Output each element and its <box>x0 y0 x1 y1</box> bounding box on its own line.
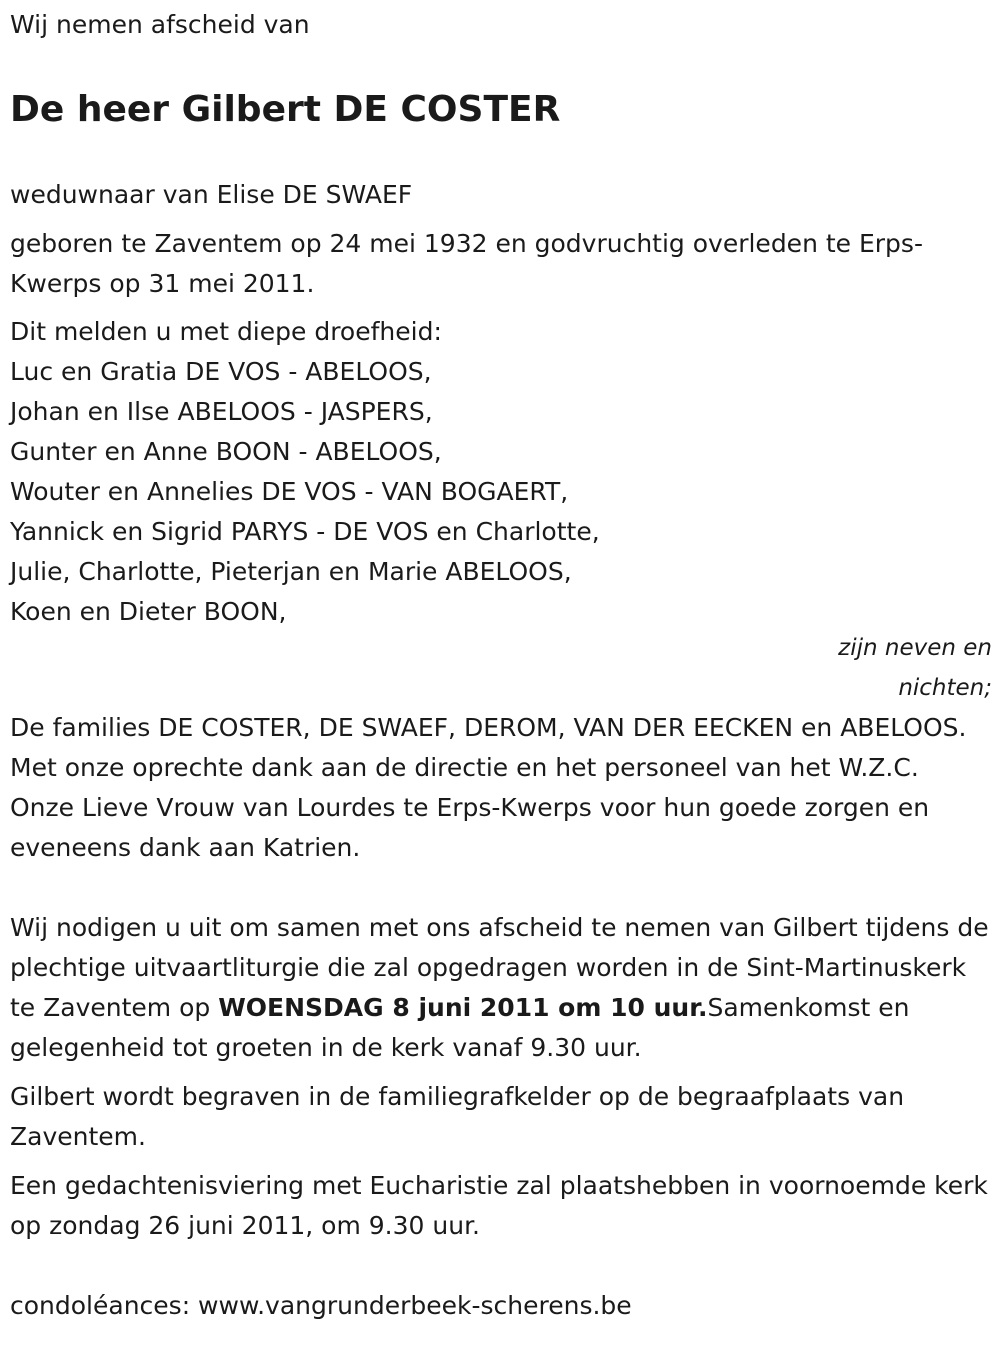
nephews-line-1: zijn neven en <box>838 635 992 661</box>
nephews-line-2: nichten; <box>898 675 992 701</box>
mourners-intro: Dit melden u met diepe droefheid: <box>10 317 442 346</box>
funeral-date: WOENSDAG 8 juni 2011 om 10 uur. <box>218 993 708 1022</box>
mourners-list <box>10 312 990 632</box>
deceased-name: De heer Gilbert DE COSTER <box>10 89 561 130</box>
widower-text: weduwnaar van Elise DE SWAEF <box>10 180 413 209</box>
mourner-line: Johan en Ilse ABELOOS - JASPERS, <box>10 397 433 426</box>
memorial-text: Een gedachtenisviering met Eucharistie zal plaatshebben in voornoemde kerk op zondag 26 juni 2011, om 9.30 uur. <box>10 1171 988 1240</box>
birth-death-text: geboren te Zaventem op 24 mei 1932 en godvruchtig overleden te Erps-Kwerps op 31 mei 2011. <box>10 229 923 298</box>
gathering-text: Samenkomst en gelegenheid tot groeten in de kerk vanaf 9.30 uur. <box>10 993 910 1062</box>
burial-text: Gilbert wordt begraven in de familiegrafkelder op de begraafplaats van Zaventem. <box>10 1082 905 1151</box>
invitation-main: Wij nodigen u uit om samen met ons afscheid te nemen van Gilbert tijdens de plechtige uitvaartliturgie die zal opgedragen worden in de Sint-Martinuskerk te Zaventem op <box>10 913 989 1022</box>
mourner-line: Gunter en Anne BOON - ABELOOS, <box>10 437 442 466</box>
invitation-text <box>10 908 990 1068</box>
intro-text: Wij nemen afscheid van <box>10 10 310 39</box>
mourner-line: Koen en Dieter BOON, <box>10 597 287 626</box>
mourner-line: Luc en Gratia DE VOS - ABELOOS, <box>10 357 432 386</box>
thanks-text: Met onze oprechte dank aan de directie en het personeel van het W.Z.C. Onze Lieve Vrouw van Lourdes te Erps-Kwerps voor hun goede zorgen en eveneens dank aan Katrien. <box>10 753 930 862</box>
mourner-line: Yannick en Sigrid PARYS - DE VOS en Charlotte, <box>10 517 600 546</box>
families-text: De families DE COSTER, DE SWAEF, DEROM, VAN DER EECKEN en ABELOOS. <box>10 713 967 742</box>
mourner-line: Julie, Charlotte, Pieterjan en Marie ABELOOS, <box>10 557 572 586</box>
condolences-link[interactable]: condoléances: www.vangrunderbeek-scherens.be <box>10 1291 632 1320</box>
nephews-label <box>10 628 992 708</box>
mourner-line: Wouter en Annelies DE VOS - VAN BOGAERT, <box>10 477 569 506</box>
